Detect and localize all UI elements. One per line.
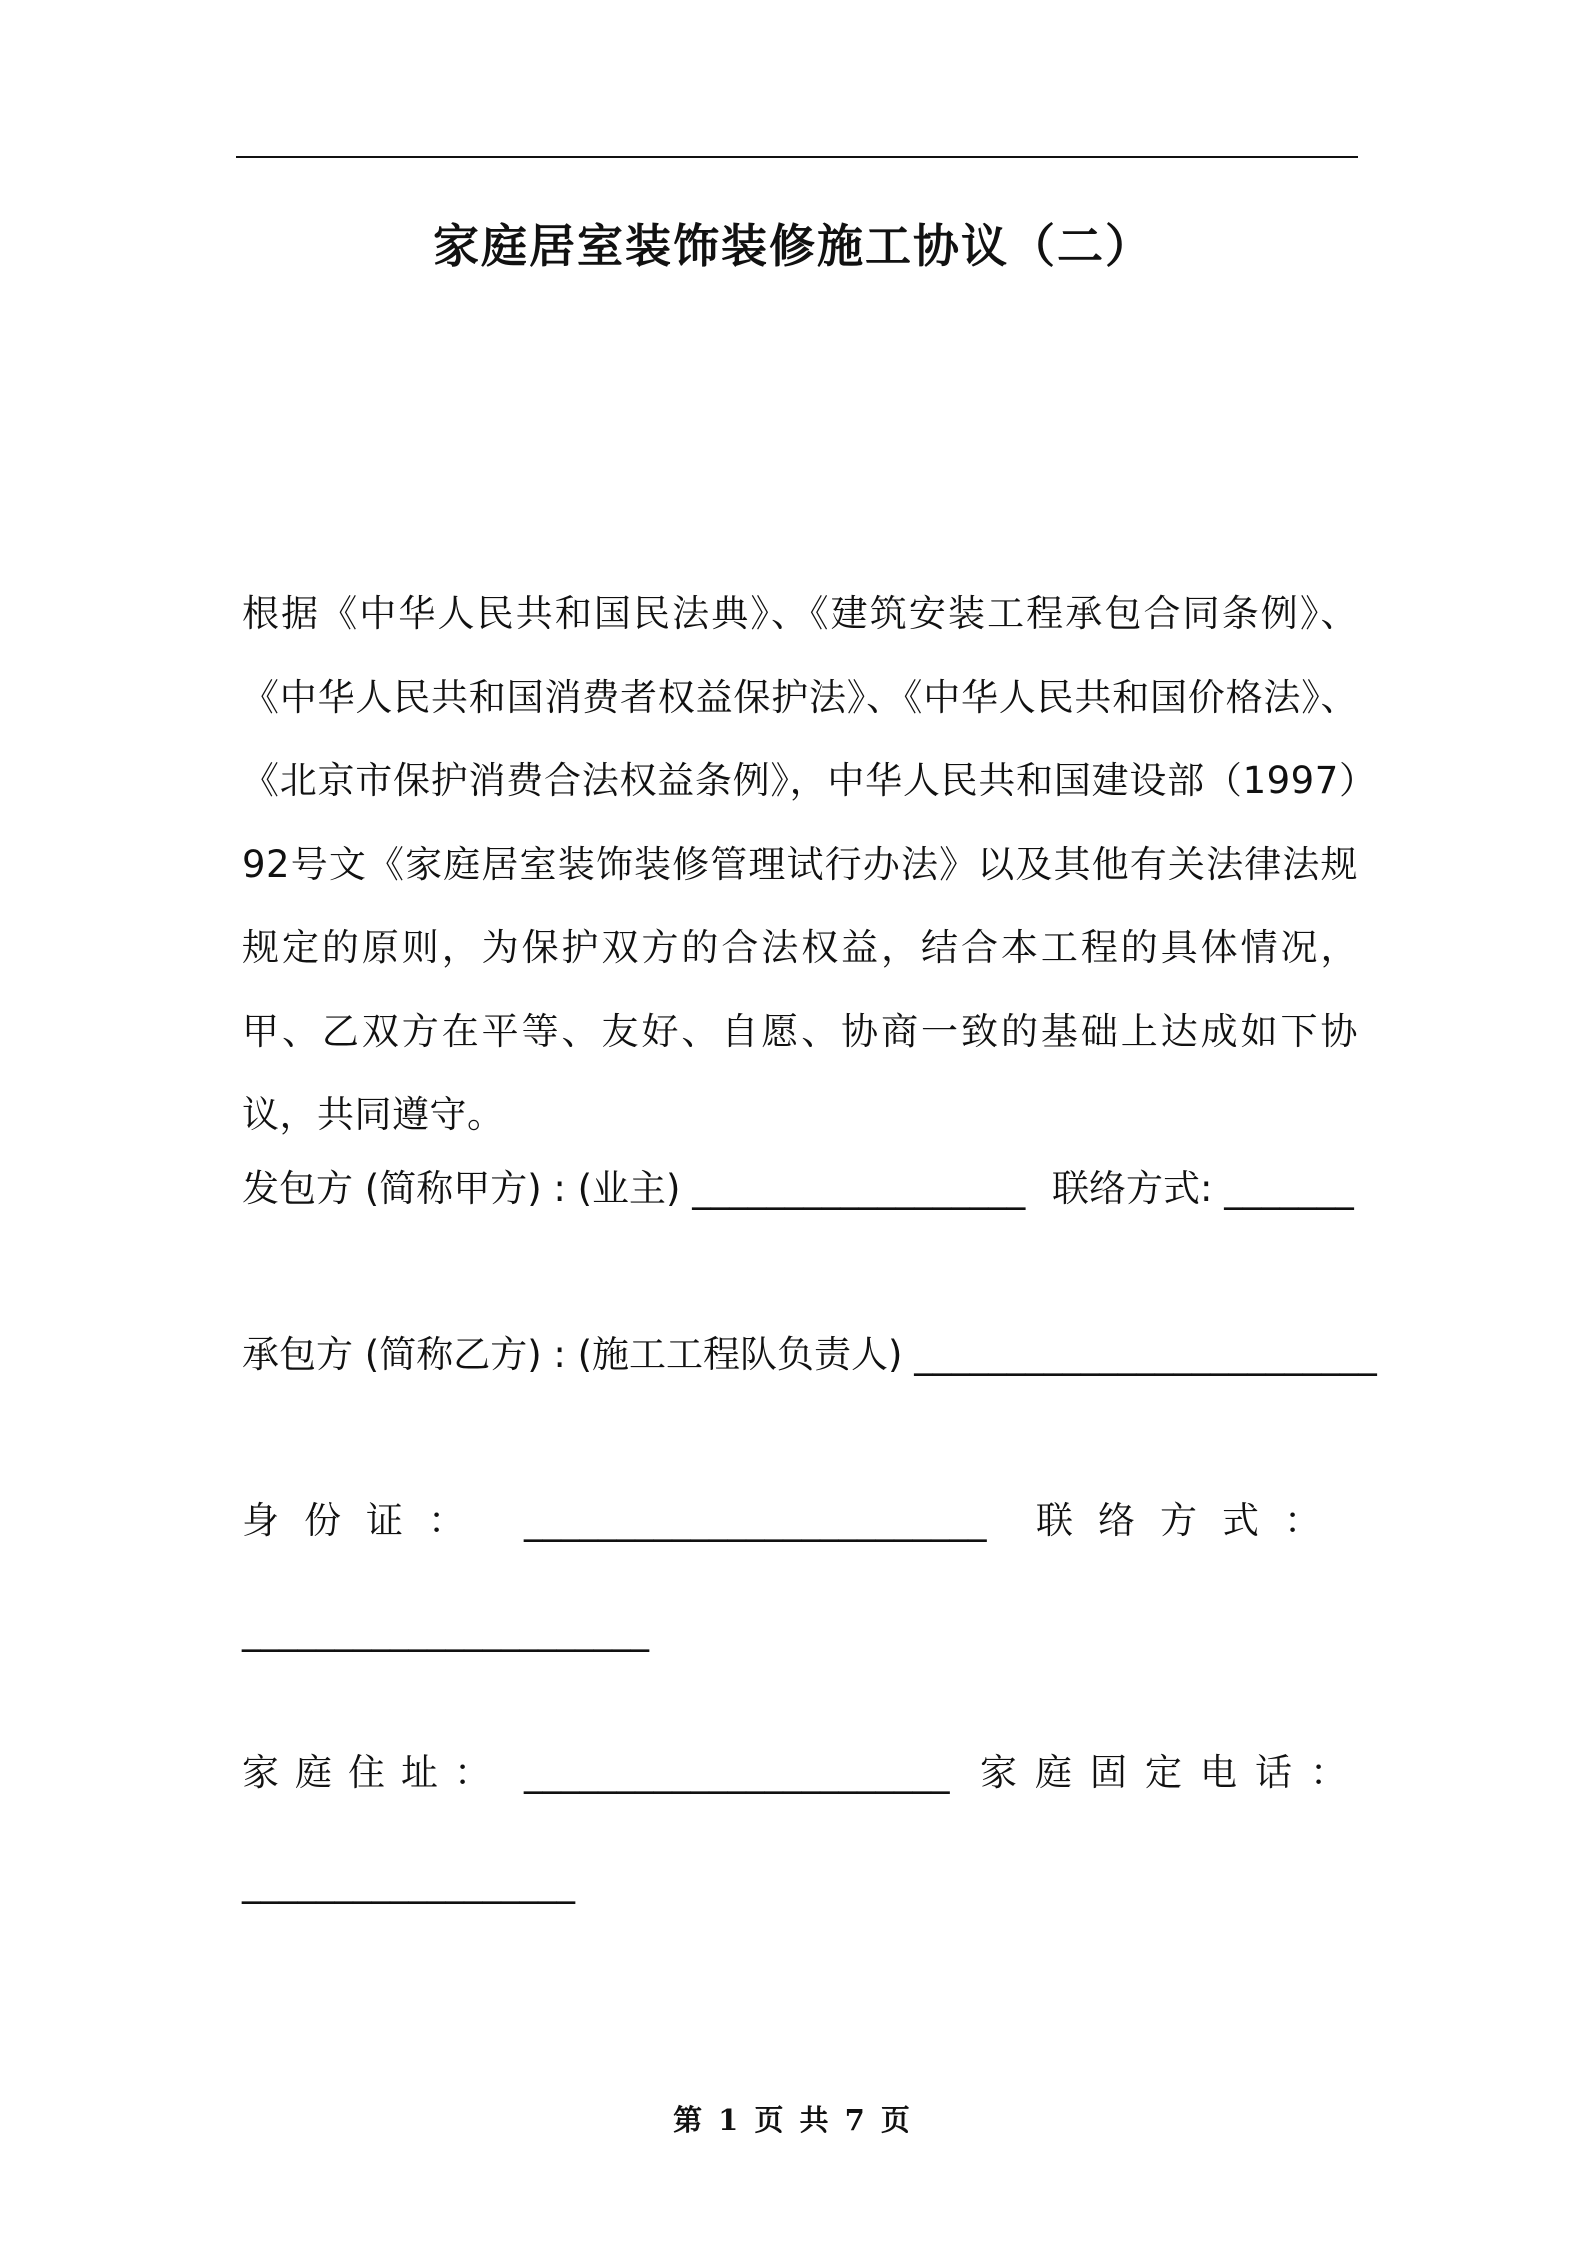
intro-paragraph: 根据《中华人民共和国民法典》、《建筑安装工程承包合同条例》、《中华人民共和国消费者权益保护法》、《中华人民共和国价格法》、《北京市保护消费合法权益条例》，中华人民共和国建设部（1997）92号文《家庭居室装饰装修管理试行办法》以及其他有关法律法规规定的原则，为保护双方的合法权益，结合本工程的具体情况，甲、乙双方在平等、友好、自愿、协商一致的基础上达成如下协议，共同遵守。 — [242, 592, 1358, 1136]
party-a-contact — [1052, 1164, 1354, 1214]
party-b-label: 承包方 (简称乙方) : (施工工程队负责人) — [242, 1333, 915, 1376]
home-phone-label: 家庭固定电话： — [980, 1751, 1365, 1794]
address-blank: _______________________ — [524, 1751, 950, 1794]
address-label: 家庭住址： — [242, 1751, 507, 1794]
document-title: 家庭居室装饰装修施工协议（二） — [433, 219, 1153, 273]
home-phone-blank: __________________ — [242, 1861, 575, 1904]
party-b-name-blank: _________________________ — [914, 1333, 1377, 1376]
party-a-contact-blank: _______ — [1224, 1167, 1354, 1210]
id-card-contact-label: 联络方式： — [1036, 1499, 1346, 1542]
id-card-blank: _________________________ — [524, 1499, 987, 1542]
id-card-label: 身份证： — [242, 1499, 490, 1542]
party-a-name-blank: __________________ — [692, 1167, 1026, 1210]
header-rule — [236, 156, 1358, 158]
page-number: 第 1 页 共 7 页 — [673, 2103, 913, 2137]
party-b-line — [242, 1330, 1377, 1380]
id-card-contact-blank: ______________________ — [242, 1609, 649, 1652]
party-a-label: 发包方 (简称甲方) : (业主) — [242, 1167, 693, 1210]
party-a-contact-label: 联络方式: — [1052, 1167, 1225, 1210]
